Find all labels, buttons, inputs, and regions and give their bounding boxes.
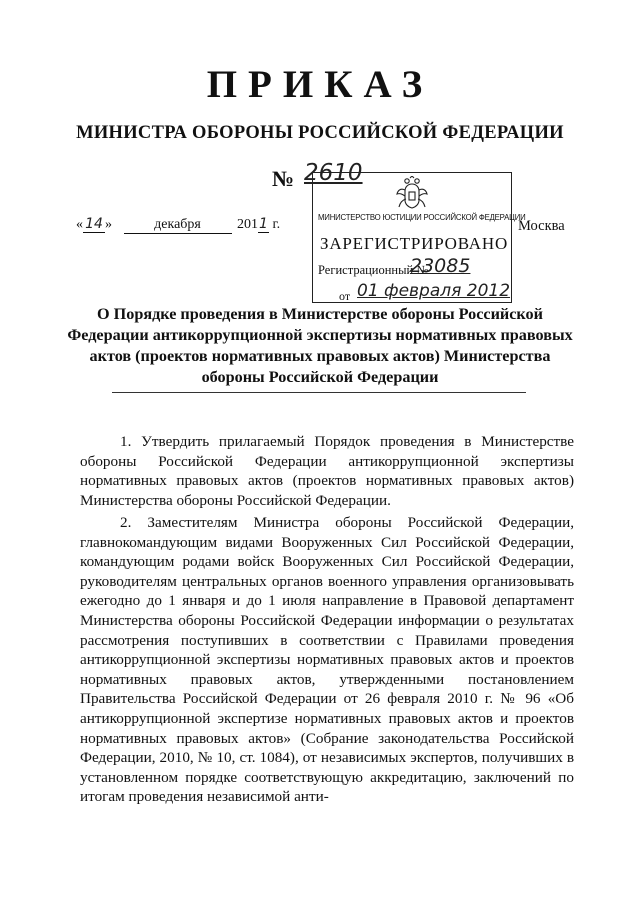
stamp-date-label: от [339,289,351,303]
city: Москва [518,218,565,234]
order-date [76,216,280,234]
heading-divider [112,392,526,393]
date-year-digit: 1 [259,216,268,232]
document-subtitle: МИНИСТРА ОБОРОНЫ РОССИЙСКОЙ ФЕДЕРАЦИИ [76,123,564,143]
date-year-suffix: г. [272,217,281,232]
date-year-prefix: 201 [237,217,258,232]
stamp-reg-number: 23085 [410,255,471,277]
stamp-reg-label: Регистрационный № [318,263,429,277]
paragraph-1: 1. Утвердить прилагаемый Порядок проведения в Министерстве обороны Российской Федерации антикоррупционной экспертизы нормативных правовых актов (проектов нормативных правовых актов) Министерства обороны Российской Федерации. [80,433,574,509]
order-number-label: № [272,166,295,191]
stamp-ministry: МИНИСТЕРСТВО ЮСТИЦИИ РОССИЙСКОЙ ФЕДЕРАЦИИ [318,213,526,222]
stamp-date: 01 февраля 2012 [357,281,511,301]
order-number-handwritten: 2610 [304,160,363,186]
paragraph-2: 2. Заместителям Министра обороны Российской Федерации, главнокомандующим видами Вооруженных Сил Российской Федерации, командующим родами войск Вооруженных Сил Российской Федерации, руководителям центральных органов военного управления организовывать ежегодно до 1 января и до 1 июля направление в Правовой департамент Министерства обороны Российской Федерации информации о результатах рассмотрения поступивших в соответствии с Правилами проведения антикоррупционной экспертизы нормативных правовых актов и проектов нормативных правовых актов, утвержденными постановлением Правительства Российской Федерации от 26 февраля 2010 г. № 96 «Об антикоррупционной экспертизе нормативных правовых актов и проектов нормативных правовых актов» (Собрание законодательства Российской Федерации, 2010, № 10, ст. 1084), от независимых экспертов, получивших в установленном порядке соответствующую аккредитацию, заключений по итогам проведения независимой анти- [80,514,574,806]
document-title: ПРИКАЗ [206,63,434,106]
date-month: декабря [124,217,232,234]
order-heading: О Порядке проведения в Министерстве обороны Российской Федерации антикоррупционной экспертизы нормативных правовых актов (проектов нормативных правовых актов) Министерства обороны Российской Федерации [67,305,573,386]
stamp-registered: ЗАРЕГИСТРИРОВАНО [320,234,509,253]
double-headed-eagle-icon [395,176,429,212]
date-close-quote: » [105,217,112,232]
date-open-quote: « [76,217,83,232]
date-day: 14 [83,216,105,233]
